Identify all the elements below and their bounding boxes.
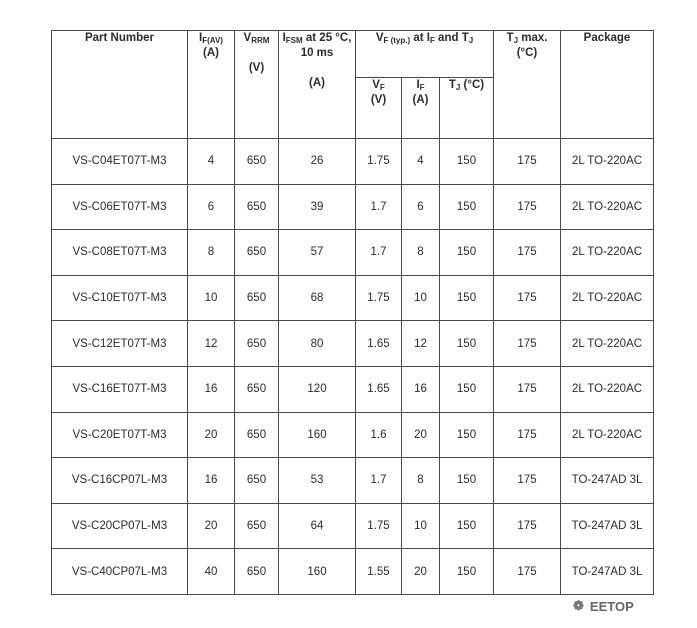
cell-vrrm: 650: [235, 458, 279, 504]
cell-part: VS-C20ET07T-M3: [52, 412, 188, 458]
cell-part: VS-C16CP07L-M3: [52, 458, 188, 504]
header-vf-group: $V_{F (typ.)}$ at $I_F$ and $T_J$: [356, 31, 494, 78]
cell-if-av: 4: [188, 139, 235, 185]
cell-part: VS-C10ET07T-M3: [52, 275, 188, 321]
table-row: [52, 321, 654, 367]
cell-tj: 150: [440, 503, 494, 549]
cell-package: TO-247AD 3L: [561, 549, 654, 595]
header-part-number: Part Number: [52, 31, 188, 139]
cell-tj: 150: [440, 366, 494, 412]
cell-vrrm: 650: [235, 503, 279, 549]
table-row: [52, 184, 654, 230]
cell-ifsm: 160: [279, 549, 356, 595]
table-row: [52, 412, 654, 458]
header-if: $I_F$ (A): [402, 78, 440, 139]
cell-package: 2L TO-220AC: [561, 230, 654, 276]
cell-if-av: 12: [188, 321, 235, 367]
cell-tj-max: 175: [494, 321, 561, 367]
header-vrrm: $V_{RRM}$ (V): [235, 31, 279, 139]
cell-if-av: 20: [188, 503, 235, 549]
cell-ifsm: 64: [279, 503, 356, 549]
table-row: [52, 139, 654, 185]
cell-ifsm: 80: [279, 321, 356, 367]
cell-tj-max: 175: [494, 412, 561, 458]
cell-vrrm: 650: [235, 184, 279, 230]
cell-if-av: 6: [188, 184, 235, 230]
cell-ifsm: 160: [279, 412, 356, 458]
cell-vf: 1.75: [356, 503, 402, 549]
cell-ifsm: 53: [279, 458, 356, 504]
cell-vf: 1.75: [356, 139, 402, 185]
table-row: [52, 458, 654, 504]
cell-ifsm: 120: [279, 366, 356, 412]
cell-tj-max: 175: [494, 184, 561, 230]
cell-tj-max: 175: [494, 275, 561, 321]
cell-tj-max: 175: [494, 549, 561, 595]
cell-part: VS-C08ET07T-M3: [52, 230, 188, 276]
cell-tj-max: 175: [494, 458, 561, 504]
cell-vrrm: 650: [235, 549, 279, 595]
cell-if-av: 10: [188, 275, 235, 321]
cell-tj: 150: [440, 184, 494, 230]
cell-vrrm: 650: [235, 321, 279, 367]
cell-part: VS-C06ET07T-M3: [52, 184, 188, 230]
cell-if-av: 20: [188, 412, 235, 458]
cell-tj-max: 175: [494, 503, 561, 549]
cell-vrrm: 650: [235, 230, 279, 276]
watermark: [573, 598, 634, 614]
cell-if: 6: [402, 184, 440, 230]
cell-tj: 150: [440, 230, 494, 276]
cell-vrrm: 650: [235, 366, 279, 412]
table-row: [52, 275, 654, 321]
cell-package: 2L TO-220AC: [561, 366, 654, 412]
cell-tj: 150: [440, 321, 494, 367]
cell-vf: 1.6: [356, 412, 402, 458]
cell-tj: 150: [440, 139, 494, 185]
cell-vrrm: 650: [235, 275, 279, 321]
cell-package: 2L TO-220AC: [561, 321, 654, 367]
cell-if: 10: [402, 275, 440, 321]
cell-vf: 1.7: [356, 458, 402, 504]
cell-if: 8: [402, 458, 440, 504]
cell-tj: 150: [440, 412, 494, 458]
header-vf: $V_F$ (V): [356, 78, 402, 139]
cell-vf: 1.7: [356, 184, 402, 230]
cell-vf: 1.65: [356, 321, 402, 367]
cell-if: 8: [402, 230, 440, 276]
cell-ifsm: 39: [279, 184, 356, 230]
cell-vrrm: 650: [235, 412, 279, 458]
cell-vf: 1.55: [356, 549, 402, 595]
cell-if: 20: [402, 549, 440, 595]
cell-tj: 150: [440, 275, 494, 321]
cell-tj-max: 175: [494, 139, 561, 185]
cell-package: TO-247AD 3L: [561, 503, 654, 549]
cell-part: VS-C04ET07T-M3: [52, 139, 188, 185]
header-if-av: $I_{F(AV)}$ (A): [188, 31, 235, 139]
cell-if-av: 16: [188, 458, 235, 504]
cell-package: 2L TO-220AC: [561, 412, 654, 458]
cell-part: VS-C16ET07T-M3: [52, 366, 188, 412]
cell-package: 2L TO-220AC: [561, 275, 654, 321]
wechat-icon: ❁: [573, 598, 584, 613]
cell-if-av: 40: [188, 549, 235, 595]
header-tj-max: $T_J$ max. (°C): [494, 31, 561, 139]
cell-package: TO-247AD 3L: [561, 458, 654, 504]
cell-ifsm: 26: [279, 139, 356, 185]
cell-if: 20: [402, 412, 440, 458]
cell-tj: 150: [440, 458, 494, 504]
cell-part: VS-C20CP07L-M3: [52, 503, 188, 549]
cell-if: 12: [402, 321, 440, 367]
cell-vf: 1.75: [356, 275, 402, 321]
cell-ifsm: 57: [279, 230, 356, 276]
table-row: [52, 366, 654, 412]
cell-package: 2L TO-220AC: [561, 184, 654, 230]
header-ifsm: $I_{FSM}$ at 25 °C, 10 ms (A): [279, 31, 356, 139]
watermark-text: EETOP: [589, 598, 634, 614]
cell-if: 10: [402, 503, 440, 549]
table-row: [52, 549, 654, 595]
header-tj: $T_J$ (°C): [440, 78, 494, 139]
cell-tj: 150: [440, 549, 494, 595]
cell-if-av: 8: [188, 230, 235, 276]
diode-spec-table: [51, 30, 654, 595]
cell-vrrm: 650: [235, 139, 279, 185]
table-row: [52, 230, 654, 276]
cell-tj-max: 175: [494, 230, 561, 276]
cell-tj-max: 175: [494, 366, 561, 412]
cell-if-av: 16: [188, 366, 235, 412]
cell-vf: 1.7: [356, 230, 402, 276]
cell-vf: 1.65: [356, 366, 402, 412]
cell-part: VS-C12ET07T-M3: [52, 321, 188, 367]
table-row: [52, 503, 654, 549]
cell-package: 2L TO-220AC: [561, 139, 654, 185]
header-package: Package: [561, 31, 654, 139]
cell-if: 16: [402, 366, 440, 412]
cell-if: 4: [402, 139, 440, 185]
cell-part: VS-C40CP07L-M3: [52, 549, 188, 595]
cell-ifsm: 68: [279, 275, 356, 321]
